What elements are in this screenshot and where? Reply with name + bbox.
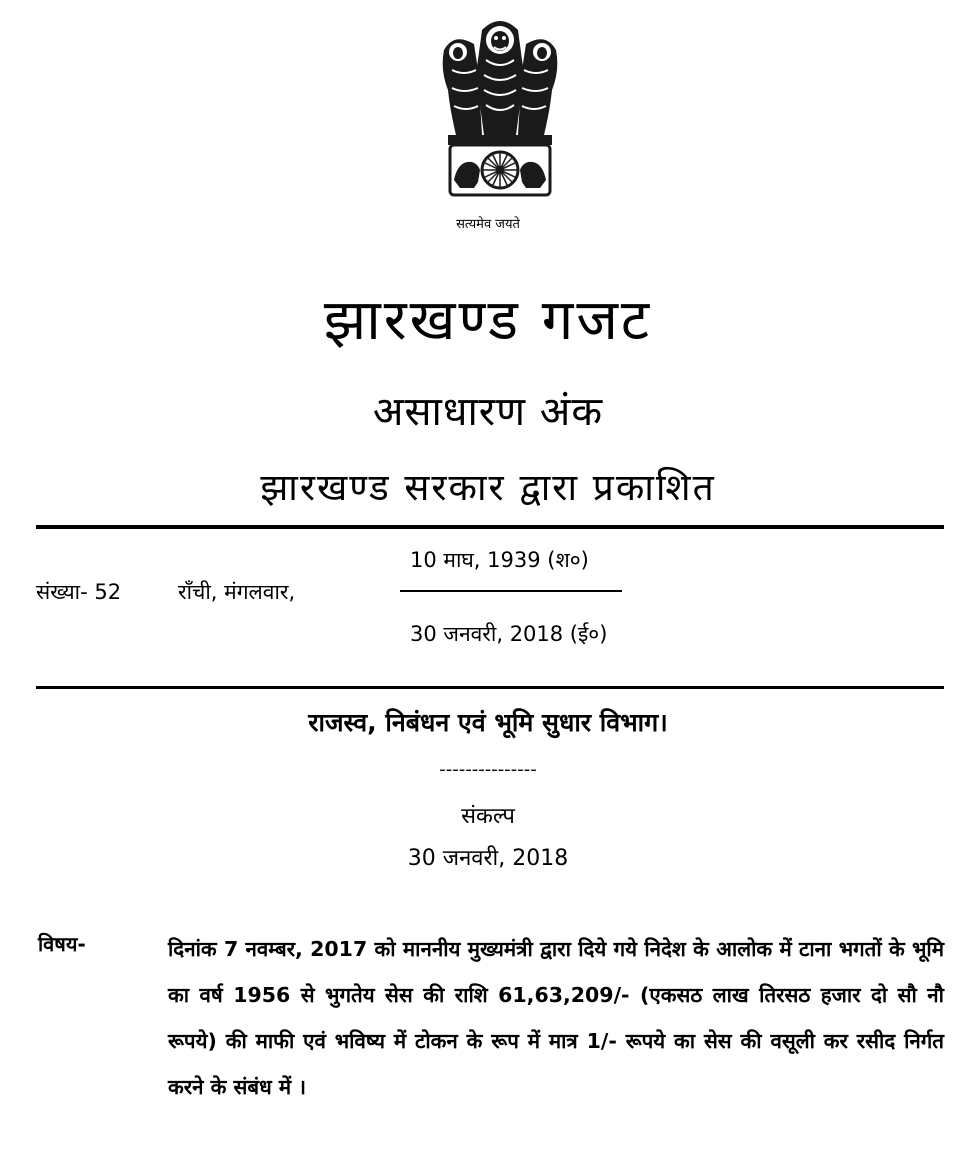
gregorian-date: 30 जनवरी, 2018 (ई०)	[410, 622, 608, 646]
middle-divider	[36, 686, 944, 689]
subject-label: विषय-	[38, 932, 86, 956]
emblem-motto: सत्यमेव जयते	[456, 217, 520, 232]
gazette-subtitle: असाधारण अंक	[372, 389, 604, 435]
resolution-label: संकल्प	[461, 804, 515, 829]
resolution-date: 30 जनवरी, 2018	[407, 846, 569, 871]
national-emblem-icon	[430, 10, 570, 205]
top-divider	[36, 525, 944, 529]
issue-number: संख्या- 52	[36, 580, 122, 604]
issue-place-day: राँची, मंगलवार,	[178, 580, 296, 604]
publisher-line: झारखण्ड सरकार द्वारा प्रकाशित	[260, 466, 716, 509]
dash-separator: ---------------	[439, 759, 537, 780]
subject-text: दिनांक 7 नवम्बर, 2017 को माननीय मुख्यमंत्री द्वारा दिये गये निदेश के आलोक में टाना भगतों के भूमि का वर्ष 1956 से भुगतेय सेस की राशि 61,63,209/- (एकसठ लाख तिरसठ हजार दो सौ नौ रूपये) की माफी एवं भविष्य में टोकन के रूप में मात्र 1/- रूपये का सेस की वसूली कर रसीद निर्गत करने के संबंध में ।	[168, 937, 944, 1099]
saka-date: 10 माघ, 1939 (श०)	[410, 548, 589, 572]
date-divider	[400, 590, 622, 592]
department-title: राजस्व, निबंधन एवं भूमि सुधार विभाग।	[308, 708, 668, 737]
gazette-title: झारखण्ड गजट	[323, 288, 653, 353]
